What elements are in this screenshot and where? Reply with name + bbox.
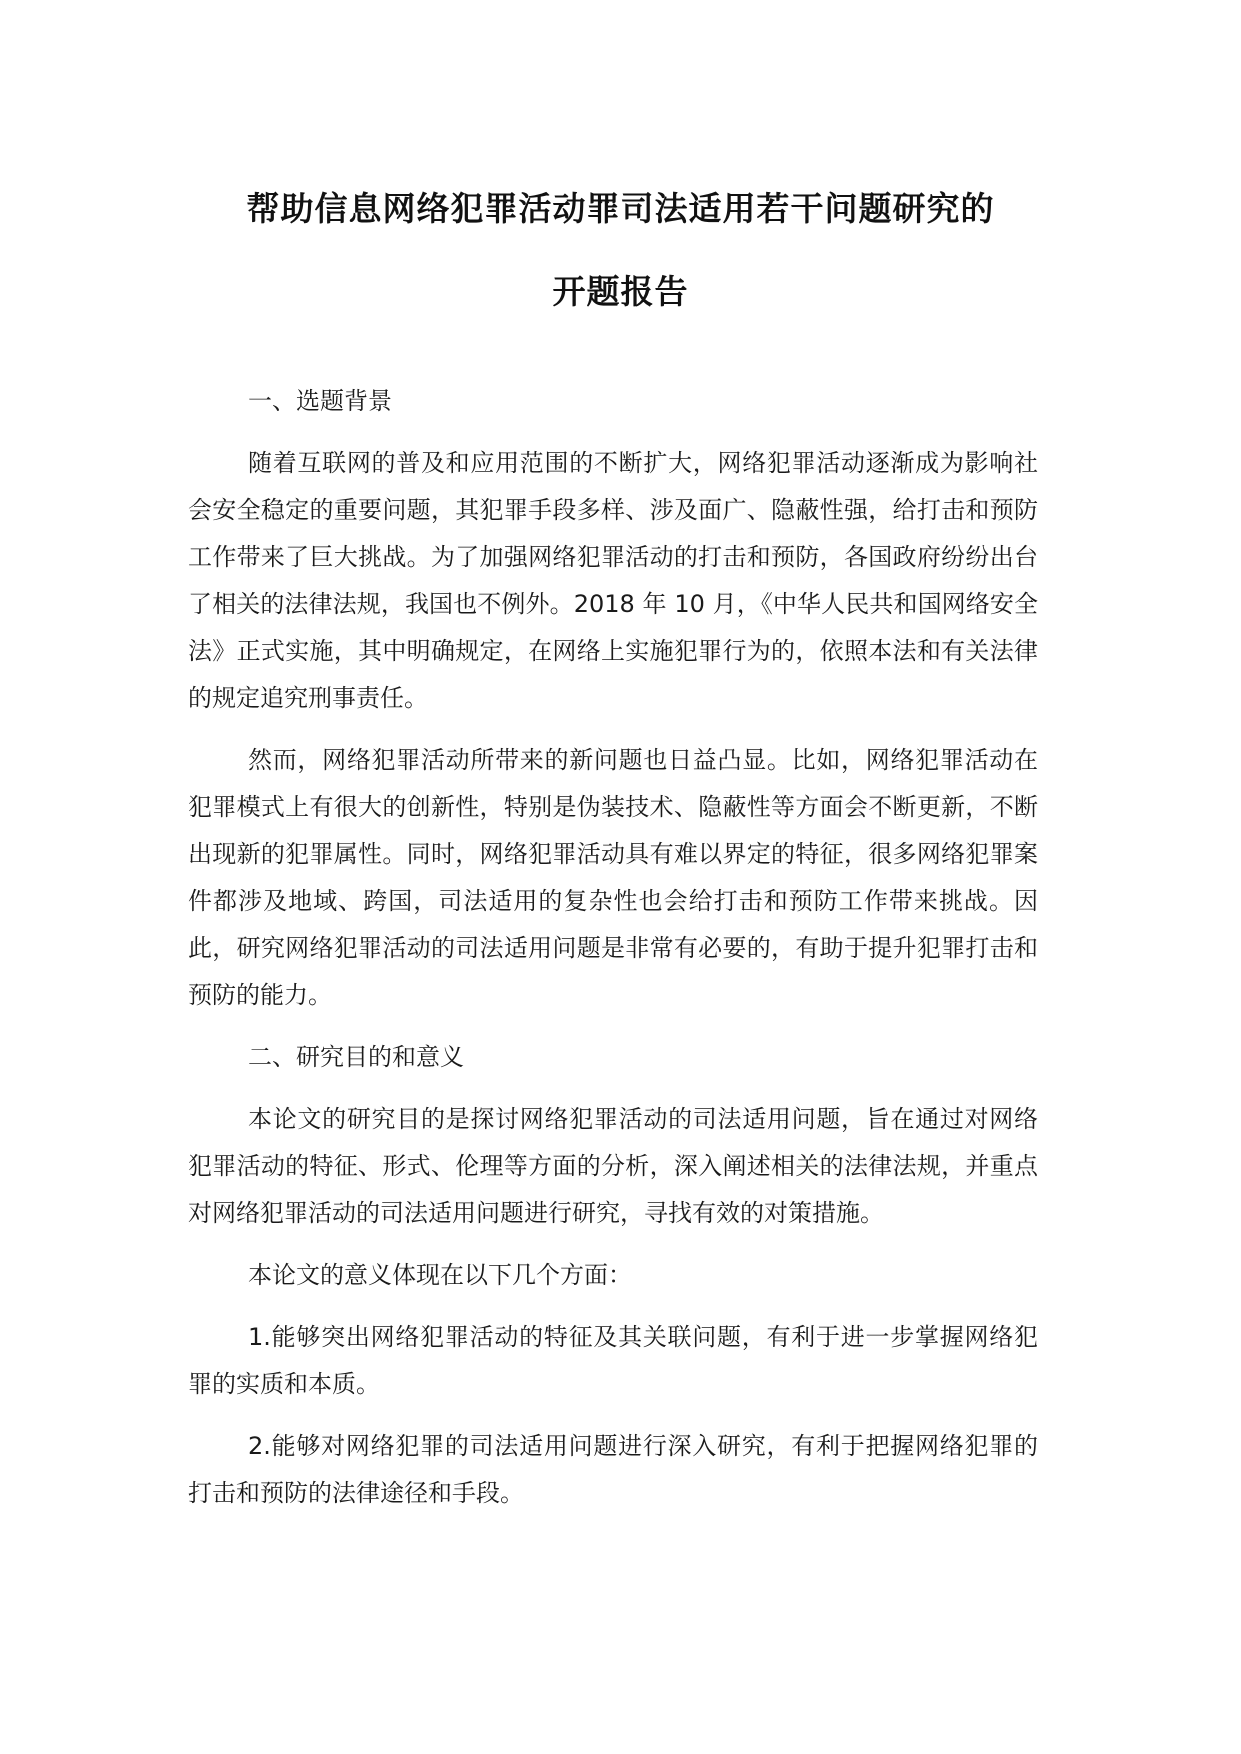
section-heading-purpose: 二、研究目的和意义 xyxy=(248,1043,464,1071)
document-title-line-2: 开题报告 xyxy=(552,272,689,311)
document-title-line-1: 帮助信息网络犯罪活动罪司法适用若干问题研究的 xyxy=(246,189,995,228)
section-heading-background: 一、选题背景 xyxy=(248,387,392,415)
list-item-significance-2: 2.能够对网络犯罪的司法适用问题进行深入研究，有利于把握网络犯罪的打击和预防的法律途径和手段。 xyxy=(188,1432,1038,1507)
paragraph-purpose-2: 本论文的意义体现在以下几个方面： xyxy=(248,1261,632,1289)
paragraph-purpose-1: 本论文的研究目的是探讨网络犯罪活动的司法适用问题，旨在通过对网络犯罪活动的特征、形式、伦理等方面的分析，深入阐述相关的法律法规，并重点对网络犯罪活动的司法适用问题进行研究，寻找有效的对策措施。 xyxy=(188,1105,1038,1227)
list-item-significance-1: 1.能够突出网络犯罪活动的特征及其关联问题，有利于进一步掌握网络犯罪的实质和本质。 xyxy=(188,1323,1038,1398)
paragraph-background-2: 然而，网络犯罪活动所带来的新问题也日益凸显。比如，网络犯罪活动在犯罪模式上有很大的创新性，特别是伪装技术、隐蔽性等方面会不断更新，不断出现新的犯罪属性。同时，网络犯罪活动具有难以界定的特征，很多网络犯罪案件都涉及地域、跨国，司法适用的复杂性也会给打击和预防工作带来挑战。因此，研究网络犯罪活动的司法适用问题是非常有必要的，有助于提升犯罪打击和预防的能力。 xyxy=(188,746,1038,1009)
paragraph-background-1: 随着互联网的普及和应用范围的不断扩大，网络犯罪活动逐渐成为影响社会安全稳定的重要问题，其犯罪手段多样、涉及面广、隐蔽性强，给打击和预防工作带来了巨大挑战。为了加强网络犯罪活动的打击和预防，各国政府纷纷出台了相关的法律法规，我国也不例外。2018 年 10 月，《中华人民共和国网络安全法》正式实施，其中明确规定，在网络上实施犯罪行为的，依照本法和有关法律的规定追究刑事责任。 xyxy=(188,449,1038,712)
document-body xyxy=(188,378,1038,1532)
